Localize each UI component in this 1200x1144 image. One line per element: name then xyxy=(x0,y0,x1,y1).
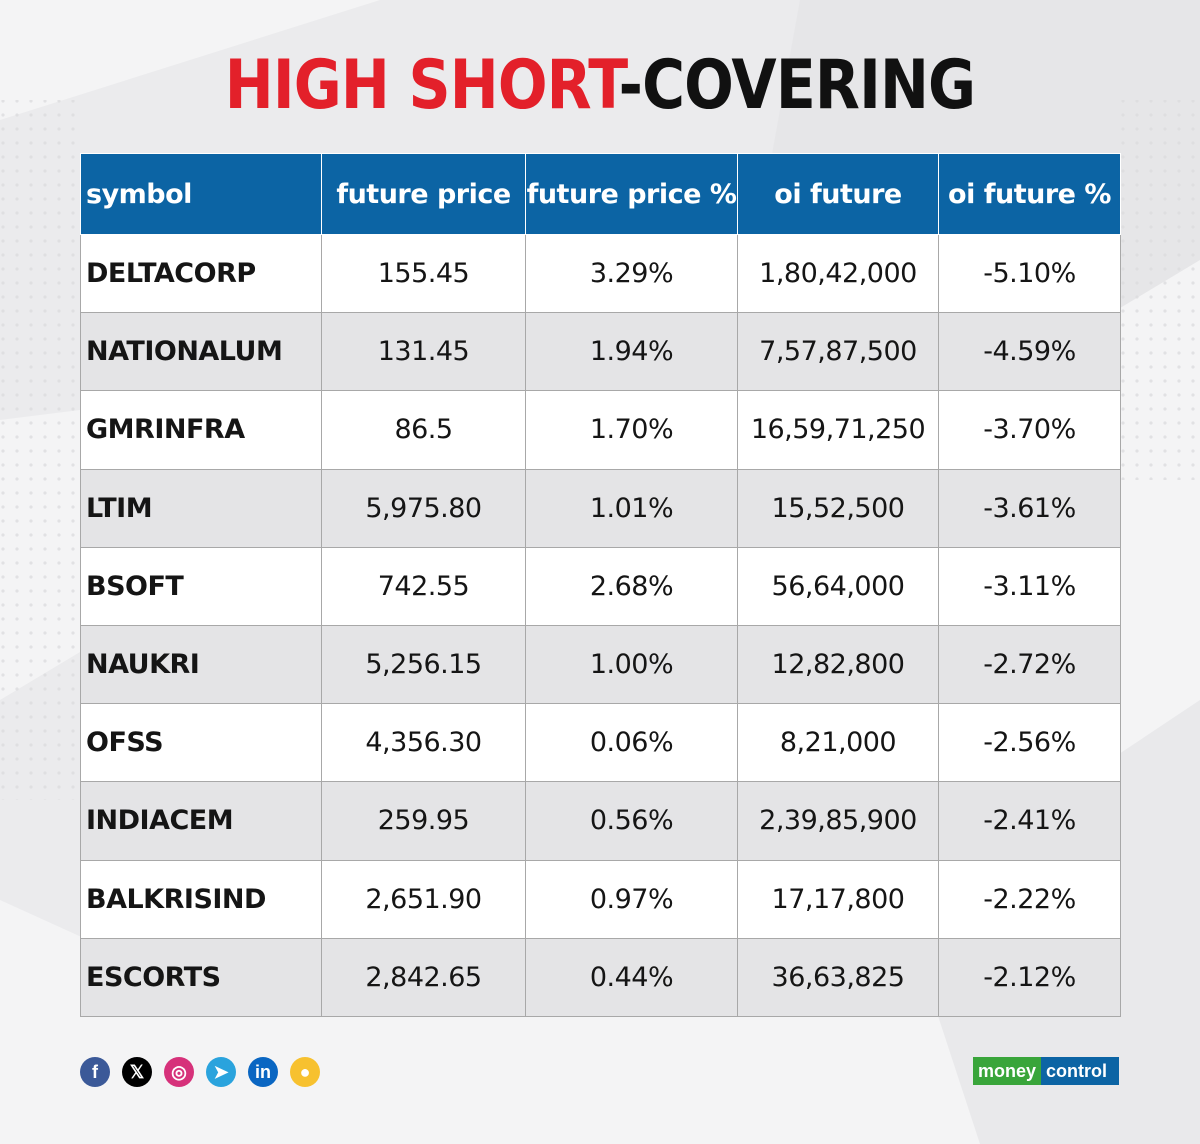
table-cell: 36,63,825 xyxy=(738,938,939,1016)
table-cell: 8,21,000 xyxy=(738,704,939,782)
table-cell: -2.22% xyxy=(939,860,1121,938)
logo-part-control: control xyxy=(1041,1057,1119,1085)
table-cell: 0.97% xyxy=(526,860,738,938)
table-cell: 131.45 xyxy=(322,313,526,391)
page-title xyxy=(84,44,1116,128)
table-cell: 2,39,85,900 xyxy=(738,782,939,860)
table-cell: 1.70% xyxy=(526,391,738,469)
table-row xyxy=(81,782,1121,860)
table-cell: 5,256.15 xyxy=(322,625,526,703)
table-cell: 16,59,71,250 xyxy=(738,391,939,469)
table-cell: 17,17,800 xyxy=(738,860,939,938)
table-cell: DELTACORP xyxy=(81,235,322,313)
table-cell: 2.68% xyxy=(526,547,738,625)
table-cell: 742.55 xyxy=(322,547,526,625)
moneycontrol-logo xyxy=(973,1057,1119,1085)
table-cell: 155.45 xyxy=(322,235,526,313)
telegram-icon[interactable]: ➤ xyxy=(206,1057,236,1087)
table-cell: 4,356.30 xyxy=(322,704,526,782)
table-cell: -3.61% xyxy=(939,469,1121,547)
logo-part-money: money xyxy=(973,1057,1041,1085)
table-cell: 2,842.65 xyxy=(322,938,526,1016)
short-covering-table xyxy=(80,153,1121,1017)
title-black-part: -COVERING xyxy=(618,46,976,125)
table-row xyxy=(81,704,1121,782)
table-cell: LTIM xyxy=(81,469,322,547)
table-cell: -3.11% xyxy=(939,547,1121,625)
table-cell: INDIACEM xyxy=(81,782,322,860)
x-icon[interactable]: 𝕏 xyxy=(122,1057,152,1087)
table-cell: 56,64,000 xyxy=(738,547,939,625)
facebook-icon[interactable]: f xyxy=(80,1057,110,1087)
table-cell: -5.10% xyxy=(939,235,1121,313)
koo-icon[interactable]: ● xyxy=(290,1057,320,1087)
table-cell: 1,80,42,000 xyxy=(738,235,939,313)
table-cell: NAUKRI xyxy=(81,625,322,703)
column-header: future price % xyxy=(526,154,738,235)
table-cell: 5,975.80 xyxy=(322,469,526,547)
table-row xyxy=(81,625,1121,703)
table-cell: 1.94% xyxy=(526,313,738,391)
table-cell: -3.70% xyxy=(939,391,1121,469)
table-cell: GMRINFRA xyxy=(81,391,322,469)
table-row xyxy=(81,391,1121,469)
table-cell: -4.59% xyxy=(939,313,1121,391)
table-cell: NATIONALUM xyxy=(81,313,322,391)
table-cell: 12,82,800 xyxy=(738,625,939,703)
table-cell: -2.56% xyxy=(939,704,1121,782)
table-cell: OFSS xyxy=(81,704,322,782)
table-cell: BALKRISIND xyxy=(81,860,322,938)
social-icons xyxy=(80,1057,320,1087)
title-red-part: HIGH SHORT xyxy=(224,46,619,125)
instagram-icon[interactable]: ◎ xyxy=(164,1057,194,1087)
table-cell: 0.06% xyxy=(526,704,738,782)
table-row xyxy=(81,469,1121,547)
column-header: symbol xyxy=(81,154,322,235)
table-header-row xyxy=(81,154,1121,235)
table-cell: 86.5 xyxy=(322,391,526,469)
column-header: future price xyxy=(322,154,526,235)
table-cell: 0.44% xyxy=(526,938,738,1016)
table-cell: 259.95 xyxy=(322,782,526,860)
table-cell: 1.01% xyxy=(526,469,738,547)
table-cell: 0.56% xyxy=(526,782,738,860)
table-cell: 1.00% xyxy=(526,625,738,703)
table-cell: BSOFT xyxy=(81,547,322,625)
table-row xyxy=(81,547,1121,625)
column-header: oi future % xyxy=(939,154,1121,235)
table-row xyxy=(81,313,1121,391)
linkedin-icon[interactable]: in xyxy=(248,1057,278,1087)
table-cell: -2.72% xyxy=(939,625,1121,703)
table-cell: 7,57,87,500 xyxy=(738,313,939,391)
table-cell: 15,52,500 xyxy=(738,469,939,547)
table-cell: 2,651.90 xyxy=(322,860,526,938)
table-cell: 3.29% xyxy=(526,235,738,313)
table-row xyxy=(81,938,1121,1016)
table-row xyxy=(81,235,1121,313)
table-row xyxy=(81,860,1121,938)
column-header: oi future xyxy=(738,154,939,235)
table-cell: -2.12% xyxy=(939,938,1121,1016)
table-cell: -2.41% xyxy=(939,782,1121,860)
table-cell: ESCORTS xyxy=(81,938,322,1016)
